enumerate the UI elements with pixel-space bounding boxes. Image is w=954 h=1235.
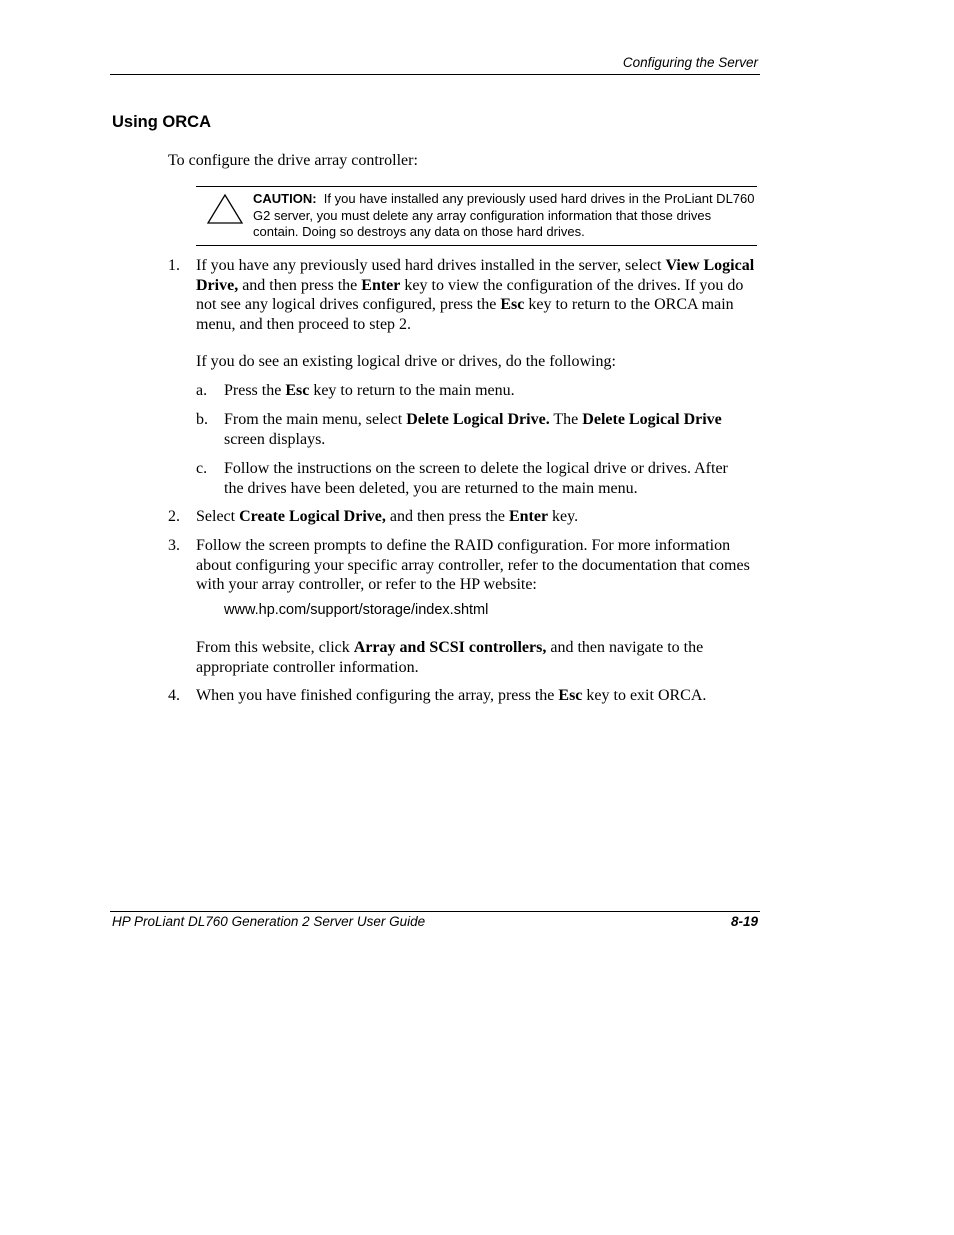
- text-run: key.: [548, 508, 579, 525]
- text-run: Select: [196, 508, 240, 525]
- substep-text: [224, 381, 744, 401]
- bold-term: Esc: [500, 296, 525, 313]
- step-text: [196, 686, 756, 706]
- caution-top-rule: [196, 186, 757, 187]
- bold-term: Delete Logical Drive: [582, 411, 722, 428]
- step-text: [196, 536, 752, 595]
- footer-rule: [110, 911, 760, 912]
- substep-letter: c.: [196, 460, 208, 477]
- substep-letter: b.: [196, 411, 208, 428]
- text-run: key to return to the main menu.: [309, 382, 515, 399]
- text-run: If you have any previously used hard drives installed in the server, select: [196, 257, 666, 274]
- bold-term: Esc: [285, 382, 310, 399]
- header-rule: [110, 74, 760, 75]
- text-run: From this website, click: [196, 639, 354, 656]
- text-run: and then press the: [385, 508, 509, 525]
- page-number: 8-19: [730, 914, 758, 929]
- running-header: Configuring the Server: [622, 55, 758, 70]
- text-run: Press the: [224, 382, 286, 399]
- text-run: When you have finished configuring the array, press the: [196, 687, 559, 704]
- text-run: and then press the: [238, 276, 362, 294]
- bold-term: Enter: [361, 276, 401, 294]
- text-run: key to exit ORCA.: [582, 687, 707, 704]
- step-number: 2.: [168, 508, 180, 525]
- text-run: and then navigate to the appropriate controller information.: [196, 639, 704, 676]
- bold-term: Esc: [558, 687, 583, 704]
- text-run: Follow the instructions on the screen to delete the logical drive or drives. After the drives have been deleted, you are returned to the main menu.: [224, 460, 728, 497]
- section-title: Using ORCA: [112, 113, 211, 131]
- text-run: Follow the screen prompts to define the RAID configuration. For more information about configuring your specific array controller, refer to the documentation that comes with your array controller, or refer to the HP website:: [196, 537, 750, 593]
- caution-icon: [206, 193, 244, 225]
- step-number: 1.: [168, 257, 180, 274]
- bold-term: Create Logical Drive,: [239, 508, 386, 525]
- substep-letter: a.: [196, 382, 208, 399]
- substep-text: [224, 459, 744, 498]
- caution-text: [253, 191, 759, 241]
- text-run: The: [549, 411, 583, 428]
- bold-term: Enter: [508, 508, 549, 525]
- substep-text: [224, 410, 744, 449]
- text-run: From the main menu, select: [224, 411, 407, 428]
- step-text: [196, 507, 756, 527]
- step-follow-text: If you do see an existing logical drive or drives, do the following:: [196, 353, 616, 370]
- bold-term: Array and SCSI controllers,: [353, 639, 547, 656]
- text-run: key to view the configuration of the drives. If you do not see any logical drives configured, press the: [196, 276, 744, 313]
- text-run: screen displays.: [224, 430, 326, 448]
- caution-bottom-rule: [196, 245, 757, 246]
- intro-text: To configure the drive array controller:: [168, 152, 418, 169]
- caution-body: If you have installed any previously used hard drives in the ProLiant DL760 G2 server, you must delete any array configuration information that those drives contain. Doing so destroys any data on those hard drives.: [253, 191, 755, 239]
- footer-title: HP ProLiant DL760 Generation 2 Server User Guide: [112, 914, 426, 929]
- bold-term: Delete Logical Drive.: [406, 411, 550, 428]
- step-number: 3.: [168, 537, 180, 554]
- website-url: www.hp.com/support/storage/index.shtml: [224, 602, 489, 618]
- step-text: [196, 256, 756, 334]
- step-after-text: [196, 638, 756, 677]
- text-run: key to return to the ORCA main menu, and then proceed to step 2.: [196, 296, 734, 333]
- caution-label: CAUTION:: [253, 191, 317, 206]
- step-number: 4.: [168, 687, 180, 704]
- bold-term: View Logical Drive,: [196, 257, 755, 294]
